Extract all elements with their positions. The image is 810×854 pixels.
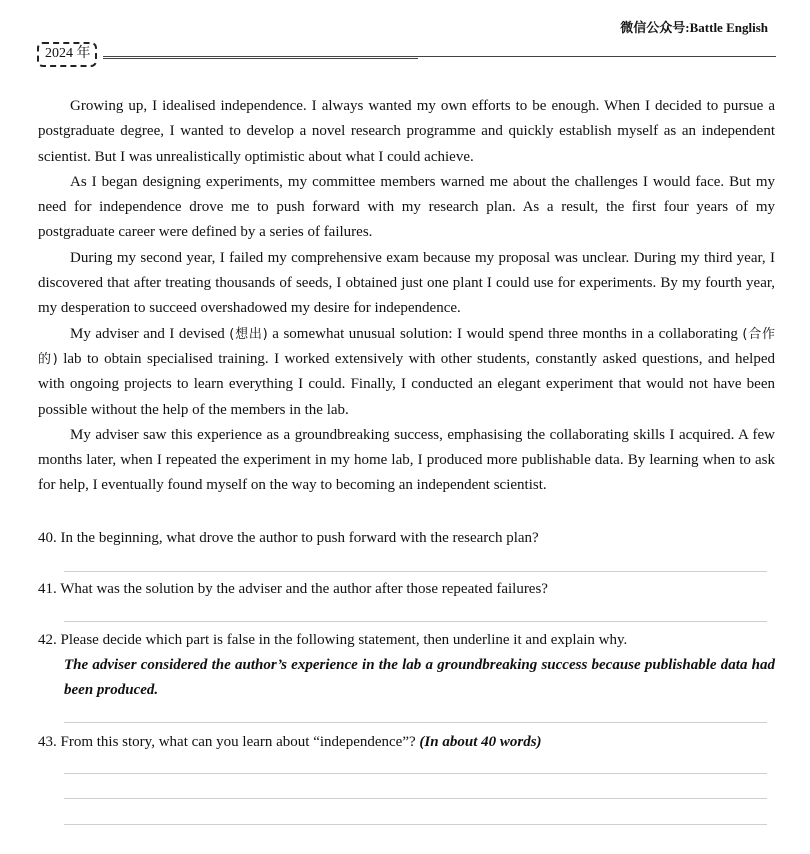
- answer-line-40[interactable]: [64, 571, 767, 572]
- wechat-account-label: 微信公众号:Battle English: [620, 20, 768, 35]
- question-40: 40. In the beginning, what drove the author to push forward with the research plan?: [38, 530, 539, 546]
- passage-paragraph-1: Growing up, I idealised independence. I always wanted my own efforts to be enough. When I decided to pursue a postgraduate degree, I wanted to develop a novel research programme and quickly establish myself as an independent scientist. But I was unrealistically optimistic about what I could achieve.: [38, 98, 775, 165]
- para4-text-c: lab to obtain specialised training. I worked extensively with other students, constantly asked questions, and helped with ongoing projects to learn everything I could. Finally, I conducted an elegant experiment that would not have been possible without the help of the members in the lab.: [38, 350, 775, 418]
- answer-line-43b[interactable]: [64, 798, 767, 799]
- question-42: [38, 628, 775, 703]
- answer-line-42[interactable]: [64, 722, 767, 723]
- question-43: [38, 730, 775, 755]
- passage-paragraph-2: As I began designing experiments, my committee members warned me about the challenges I would face. But my need for independence drove me to push forward with my research plan. As a result, the first four years of my postgraduate career were defined by a series of failures.: [38, 173, 775, 241]
- question-42-prompt: 42. Please decide which part is false in the following statement, then underline it and explain why.: [38, 632, 628, 648]
- gloss-devised: (想出): [229, 326, 268, 342]
- answer-line-41[interactable]: [64, 621, 767, 622]
- para4-text-b: a somewhat unusual solution: I would spend three months in a collaborating: [267, 325, 743, 342]
- question-43-prompt: 43. From this story, what can you learn about “independence”?: [38, 734, 420, 750]
- question-42-statement: The adviser considered the author’s experience in the lab a groundbreaking success because publishable data had been produced.: [64, 657, 775, 698]
- year-badge: 2024 年: [37, 42, 97, 67]
- header-rule-secondary: [103, 58, 418, 59]
- reading-passage: [38, 94, 775, 499]
- passage-paragraph-5: My adviser saw this experience as a groundbreaking success, emphasising the collaborating skills I acquired. A few months later, when I repeated the experiment in my home lab, I produced more publishable data. By learning when to ask for help, I eventually found myself on the way to becoming an independent scientist.: [38, 426, 775, 494]
- question-41: 41. What was the solution by the adviser and the author after those repeated failures?: [38, 581, 548, 597]
- passage-paragraph-3: During my second year, I failed my comprehensive exam because my proposal was unclear. During my third year, I discovered that after treating thousands of seeds, I obtained just one plant I could use for experiments. By my fourth year, my desperation to succeed overshadowed my desire for independence.: [38, 249, 775, 317]
- question-43-hint: (In about 40 words): [419, 734, 542, 750]
- answer-line-43c[interactable]: [64, 824, 767, 825]
- header-rule: [103, 56, 776, 57]
- answer-line-43a[interactable]: [64, 773, 767, 774]
- para4-text-a: My adviser and I devised: [70, 325, 230, 342]
- gloss-collaborating: (合作的): [38, 326, 775, 367]
- passage-paragraph-4: [38, 322, 775, 423]
